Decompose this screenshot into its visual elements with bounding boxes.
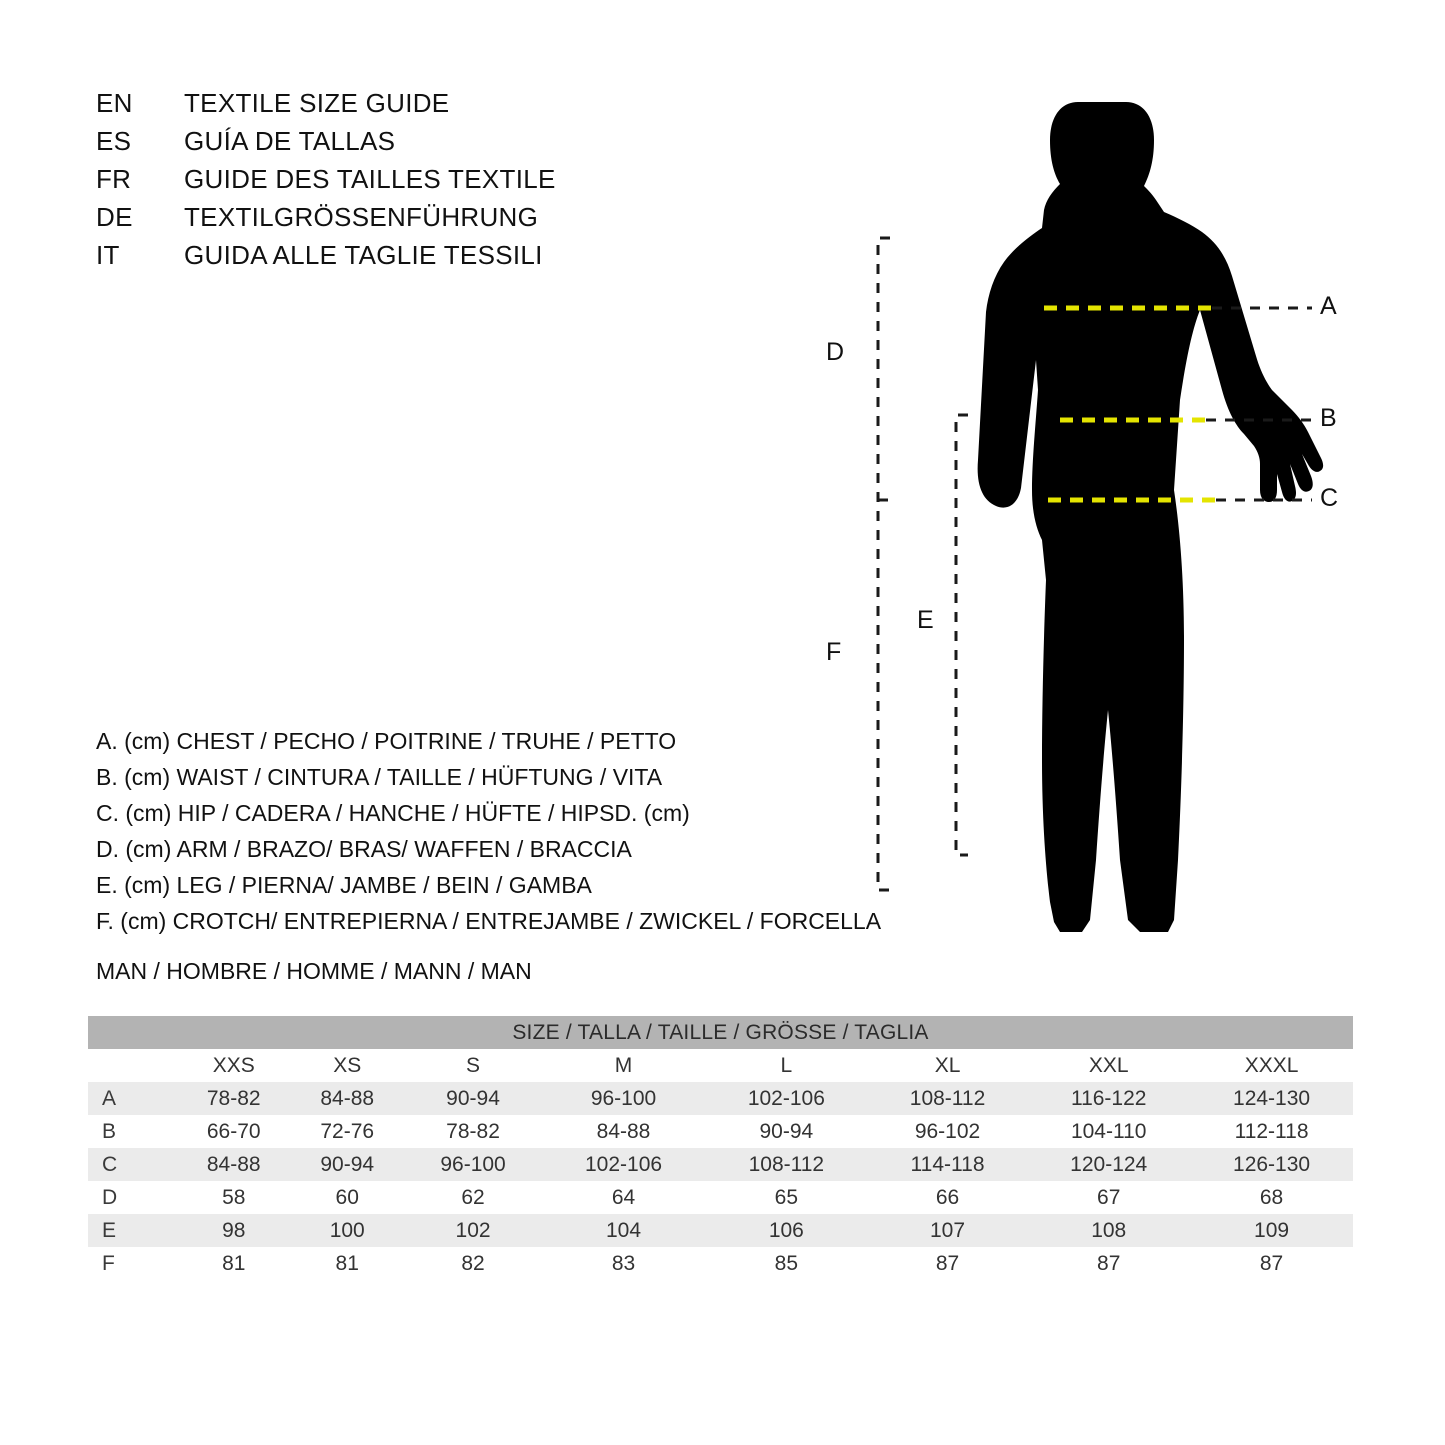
bracket-e — [956, 415, 968, 855]
cell: 120-124 — [1027, 1148, 1190, 1181]
title-row — [96, 126, 716, 164]
size-chart-table — [88, 1016, 1353, 1280]
cell: 124-130 — [1190, 1082, 1353, 1115]
size-header-xxs: XXS — [177, 1049, 290, 1082]
size-header-s: S — [404, 1049, 542, 1082]
size-header-xs: XS — [290, 1049, 403, 1082]
title-row — [96, 164, 716, 202]
cell: 116-122 — [1027, 1082, 1190, 1115]
cell: 83 — [542, 1247, 705, 1280]
size-guide-title-block — [96, 88, 716, 278]
label-f: F — [826, 638, 842, 666]
cell: 112-118 — [1190, 1115, 1353, 1148]
cell: 104 — [542, 1214, 705, 1247]
label-b: B — [1320, 404, 1337, 432]
cell: 72-76 — [290, 1115, 403, 1148]
cell: 62 — [404, 1181, 542, 1214]
title-text: GUÍA DE TALLAS — [184, 126, 396, 156]
title-row — [96, 240, 716, 278]
size-header-xxl: XXL — [1027, 1049, 1190, 1082]
cell: 68 — [1190, 1181, 1353, 1214]
cell: 87 — [1027, 1247, 1190, 1280]
legend-item-a: A. (cm) CHEST / PECHO / POITRINE / TRUHE / PETTO — [96, 728, 677, 754]
title-lang-code: EN — [96, 88, 133, 118]
label-c: C — [1320, 484, 1339, 512]
cell: 81 — [177, 1247, 290, 1280]
table-header-blank — [88, 1049, 177, 1082]
cell: 106 — [705, 1214, 868, 1247]
title-lang-code: FR — [96, 164, 132, 194]
title-text: GUIDE DES TAILLES TEXTILE — [184, 164, 556, 194]
size-header-xxxl: XXXL — [1190, 1049, 1353, 1082]
cell: 108-112 — [705, 1148, 868, 1181]
cell: 84-88 — [290, 1082, 403, 1115]
cell: 58 — [177, 1181, 290, 1214]
cell: 109 — [1190, 1214, 1353, 1247]
legend-item-f: F. (cm) CROTCH/ ENTREPIERNA / ENTREJAMBE / ZWICKEL / FORCELLA — [96, 908, 882, 934]
legend-item-e: E. (cm) LEG / PIERNA/ JAMBE / BEIN / GAMBA — [96, 872, 592, 898]
cell: 126-130 — [1190, 1148, 1353, 1181]
table-row — [88, 1148, 1353, 1181]
cell: 67 — [1027, 1181, 1190, 1214]
row-key: B — [88, 1115, 177, 1148]
size-header-l: L — [705, 1049, 868, 1082]
row-key: D — [88, 1181, 177, 1214]
title-text: TEXTILE SIZE GUIDE — [184, 88, 450, 118]
size-header-xl: XL — [868, 1049, 1028, 1082]
cell: 90-94 — [290, 1148, 403, 1181]
cell: 114-118 — [868, 1148, 1028, 1181]
cell: 66-70 — [177, 1115, 290, 1148]
cell: 90-94 — [404, 1082, 542, 1115]
cell: 85 — [705, 1247, 868, 1280]
title-lang-code: ES — [96, 126, 132, 156]
label-e: E — [917, 606, 934, 634]
measurement-legend — [96, 723, 916, 939]
table-title-row — [88, 1016, 1353, 1049]
cell: 98 — [177, 1214, 290, 1247]
legend-item-b: B. (cm) WAIST / CINTURA / TAILLE / HÜFTUNG / VITA — [96, 764, 663, 790]
cell: 87 — [1190, 1247, 1353, 1280]
table-row — [88, 1181, 1353, 1214]
cell: 81 — [290, 1247, 403, 1280]
cell: 82 — [404, 1247, 542, 1280]
gender-label: MAN / HOMBRE / HOMME / MANN / MAN — [96, 958, 532, 984]
table-title-cell: SIZE / TALLA / TAILLE / GRÖSSE / TAGLIA — [88, 1016, 1353, 1049]
cell: 96-102 — [868, 1115, 1028, 1148]
cell: 65 — [705, 1181, 868, 1214]
title-row — [96, 88, 716, 126]
cell: 64 — [542, 1181, 705, 1214]
title-text: TEXTILGRÖSSENFÜHRUNG — [184, 202, 539, 232]
table-row — [88, 1214, 1353, 1247]
cell: 102-106 — [542, 1148, 705, 1181]
size-header-m: M — [542, 1049, 705, 1082]
cell: 96-100 — [404, 1148, 542, 1181]
label-d: D — [826, 338, 845, 366]
cell: 102-106 — [705, 1082, 868, 1115]
table-header-row — [88, 1049, 1353, 1082]
title-lang-code: DE — [96, 202, 133, 232]
row-key: E — [88, 1214, 177, 1247]
label-a: A — [1320, 292, 1337, 320]
row-key: F — [88, 1247, 177, 1280]
title-text: GUIDA ALLE TAGLIE TESSILI — [184, 240, 543, 270]
cell: 66 — [868, 1181, 1028, 1214]
table-row — [88, 1115, 1353, 1148]
cell: 96-100 — [542, 1082, 705, 1115]
cell: 87 — [868, 1247, 1028, 1280]
cell: 84-88 — [542, 1115, 705, 1148]
table-row — [88, 1082, 1353, 1115]
row-key: C — [88, 1148, 177, 1181]
title-lang-code: IT — [96, 240, 120, 270]
table-row — [88, 1247, 1353, 1280]
title-row — [96, 202, 716, 240]
cell: 108-112 — [868, 1082, 1028, 1115]
row-key: A — [88, 1082, 177, 1115]
cell: 78-82 — [177, 1082, 290, 1115]
legend-item-d: D. (cm) ARM / BRAZO/ BRAS/ WAFFEN / BRACCIA — [96, 836, 632, 862]
cell: 108 — [1027, 1214, 1190, 1247]
cell: 60 — [290, 1181, 403, 1214]
legend-item-c: C. (cm) HIP / CADERA / HANCHE / HÜFTE / HIPSD. (cm) — [96, 800, 690, 826]
cell: 107 — [868, 1214, 1028, 1247]
cell: 102 — [404, 1214, 542, 1247]
cell: 90-94 — [705, 1115, 868, 1148]
cell: 100 — [290, 1214, 403, 1247]
cell: 104-110 — [1027, 1115, 1190, 1148]
cell: 84-88 — [177, 1148, 290, 1181]
cell: 78-82 — [404, 1115, 542, 1148]
